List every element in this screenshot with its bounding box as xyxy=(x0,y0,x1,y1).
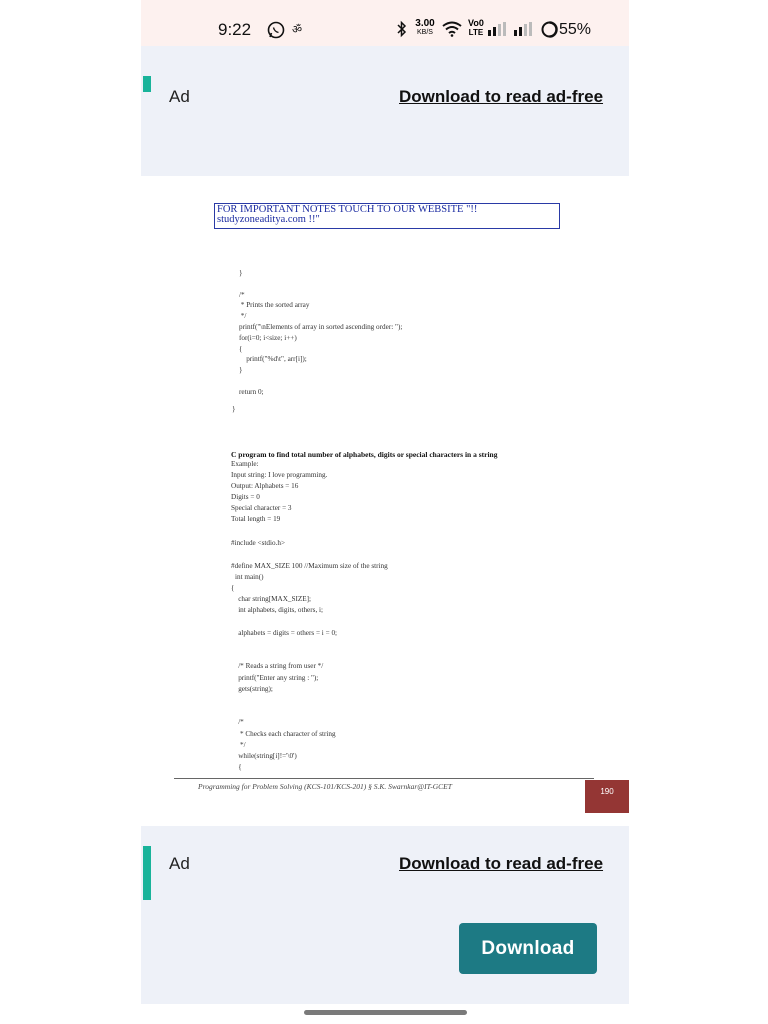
include-line: #include <stdio.h> xyxy=(231,539,286,547)
ad-label: Ad xyxy=(169,854,190,873)
code-line: printf("\nElements of array in sorted ascending order: "); xyxy=(239,323,403,331)
ad-label: Ad xyxy=(169,87,190,106)
code-line: printf("Enter any string : "); xyxy=(231,673,319,682)
download-ad-free-link[interactable]: Download to read ad-free xyxy=(399,854,604,873)
code-line: Input string: I love programming. xyxy=(231,471,328,479)
code-line: } xyxy=(239,366,243,375)
code-line: alphabets = digits = others = i = 0; xyxy=(231,628,338,637)
code-line: for(i=0; i<size; i++) xyxy=(239,333,297,342)
signal-icon xyxy=(488,22,542,41)
code-line: char string[MAX_SIZE]; xyxy=(231,595,312,604)
code-line: { xyxy=(239,344,243,353)
page-number-badge: 190 xyxy=(585,780,629,813)
code-line: gets(string); xyxy=(231,684,273,693)
code-line: * Checks each character of string xyxy=(231,729,336,738)
download-button[interactable]: Download xyxy=(459,923,597,974)
code-line: while(string[i]!='\0') xyxy=(231,752,297,760)
network-speed xyxy=(411,19,439,37)
ad-banner-top xyxy=(141,46,629,176)
battery-percent: 55% xyxy=(559,21,592,38)
ad-marker xyxy=(143,76,151,92)
ad-banner-bottom xyxy=(141,826,629,1004)
main-line: int main() xyxy=(235,573,264,581)
whatsapp-icon xyxy=(267,21,285,44)
volte-top: Vo0 xyxy=(468,18,484,28)
code-line: } xyxy=(239,269,243,277)
volte-bottom: LTE xyxy=(468,28,484,37)
program-title: C program to find total number of alphabets, digits or special characters in a string xyxy=(231,450,498,459)
page-footer: Programming for Problem Solving (KCS-101/KCS-201) § S.K. Swarnkar@IT-GCET xyxy=(198,782,452,791)
code-line: { xyxy=(231,584,235,592)
home-indicator[interactable] xyxy=(304,1010,467,1015)
code-line: */ xyxy=(231,740,246,749)
code-line: Digits = 0 xyxy=(231,493,260,501)
code-line: Example: xyxy=(231,460,259,468)
volte-label xyxy=(468,19,484,37)
status-bar xyxy=(141,0,629,46)
code-line: Special character = 3 xyxy=(231,504,292,512)
notice-box: FOR IMPORTANT NOTES TOUCH TO OUR WEBSITE "!! studyzoneaditya.com !!" xyxy=(214,203,560,229)
footer-rule xyxy=(174,778,594,779)
code-line: Total length = 19 xyxy=(231,515,281,523)
code-line: { xyxy=(231,763,242,772)
code-line: /* xyxy=(239,290,245,299)
code-line: */ xyxy=(239,312,247,321)
code-line: * Prints the sorted array xyxy=(239,301,310,310)
network-speed-unit: KB/S xyxy=(417,29,433,36)
code-line: /* xyxy=(231,718,244,727)
bluetooth-icon xyxy=(397,20,407,43)
network-speed-value: 3.00 xyxy=(415,18,435,29)
code-line: printf("%d\t", arr[i]); xyxy=(239,355,307,364)
code-line: Output: Alphabets = 16 xyxy=(231,482,299,490)
notification-icon: ॐ xyxy=(292,24,303,36)
download-ad-free-link[interactable]: Download to read ad-free xyxy=(399,87,604,106)
closing-brace: } xyxy=(232,405,236,413)
status-time: 9:22 xyxy=(218,20,252,39)
code-line: int alphabets, digits, others, i; xyxy=(231,606,324,615)
battery-icon xyxy=(541,21,558,43)
code-line: /* Reads a string from user */ xyxy=(231,662,324,671)
wifi-icon xyxy=(442,21,462,42)
code-line: return 0; xyxy=(239,387,264,396)
document-page[interactable] xyxy=(141,176,629,826)
ad-marker xyxy=(143,846,151,900)
define-line: #define MAX_SIZE 100 //Maximum size of the string xyxy=(231,562,388,570)
